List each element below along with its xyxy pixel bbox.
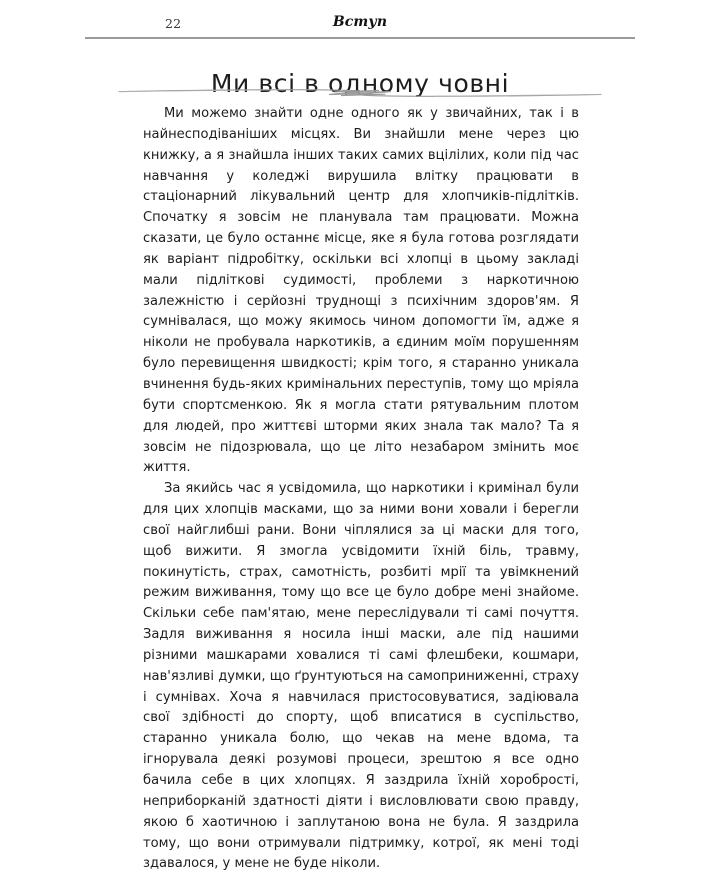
paragraph: Ми можемо знайти одне одного як у звичайних, так і в найнесподіваніших місцях. Ви знайшли мене через цю книжку, а я знайшла інших таких самих вцілілих, коли під час навчання у коледжі вирушила влітку працювати в стаціонарний лікувальний центр для хлопчиків-підлітків. Спочатку я зовсім не планувала там працювати. Можна сказати, це було останнє місце, яке я була готова розглядати як варіант підробітку, оскільки всі хлопці в цьому закладі мали підліткові судимості, проблеми з наркотичною залежністю і серйозні труднощі з психічним здоров'ям. Я сумнівалася, що можу якимось чином допомогти їм, адже я ніколи не пробувала наркотиків, а єдиним моїм порушенням було перевищення швидкості; крім того, я старанно уникала вчинення будь-яких кримінальних переступів, тому що мріяла бути спортсменкою. Як я могла стати рятувальним плотом для людей, про життєві шторми яких знала так мало? Та я зовсім не підозрювала, що це літо незабаром змінить моє життя. [143, 106, 579, 476]
header-rule [85, 37, 635, 39]
body-text [143, 104, 579, 875]
running-head-title: Вступ [332, 14, 388, 30]
running-head [85, 14, 635, 36]
page-number: 22 [165, 16, 182, 31]
page-title: Ми всі в одному човні [210, 68, 510, 98]
flourish-divider-ornament [105, 84, 615, 102]
paragraph: За якийсь час я усвідомила, що наркотики і кримінал були для цих хлопців масками, що за ними вони ховали і берегли свої найглибші рани. Вони чіплялися за ці маски для того, щоб вижити. Я змогла усвідомити їхній біль, травму, покинутість, страх, самотність, розбиті мрії та увімкнений режим виживання, тому що все це було добре мені знайоме. Скільки себе пам'ятаю, мене переслідували ті самі почуття. Задля виживання я носила інші маски, але під нашими різними машкарами ховалися ті самі флешбеки, кошмари, нав'язливі думки, що ґрунтуються на самоприниженні, страху і сумнівах. Хоча я навчилася пристосовуватися, задіювала свої здібності до спорту, щоб вписатися в суспільство, старанно уникала болю, що чекав на мене вдома, та ігнорувала деякі розумові процеси, зрештою я все одно бачила себе в цих хлопцях. Я заздрила їхній хоробрості, неприборканій здатності діяти і висловлювати свою правду, якою б хаотичною і заплутаною вона не була. Я заздрила тому, що вони отримували підтримку, котрої, як мені тоді здавалося, у мене не буде ніколи. [143, 481, 579, 872]
